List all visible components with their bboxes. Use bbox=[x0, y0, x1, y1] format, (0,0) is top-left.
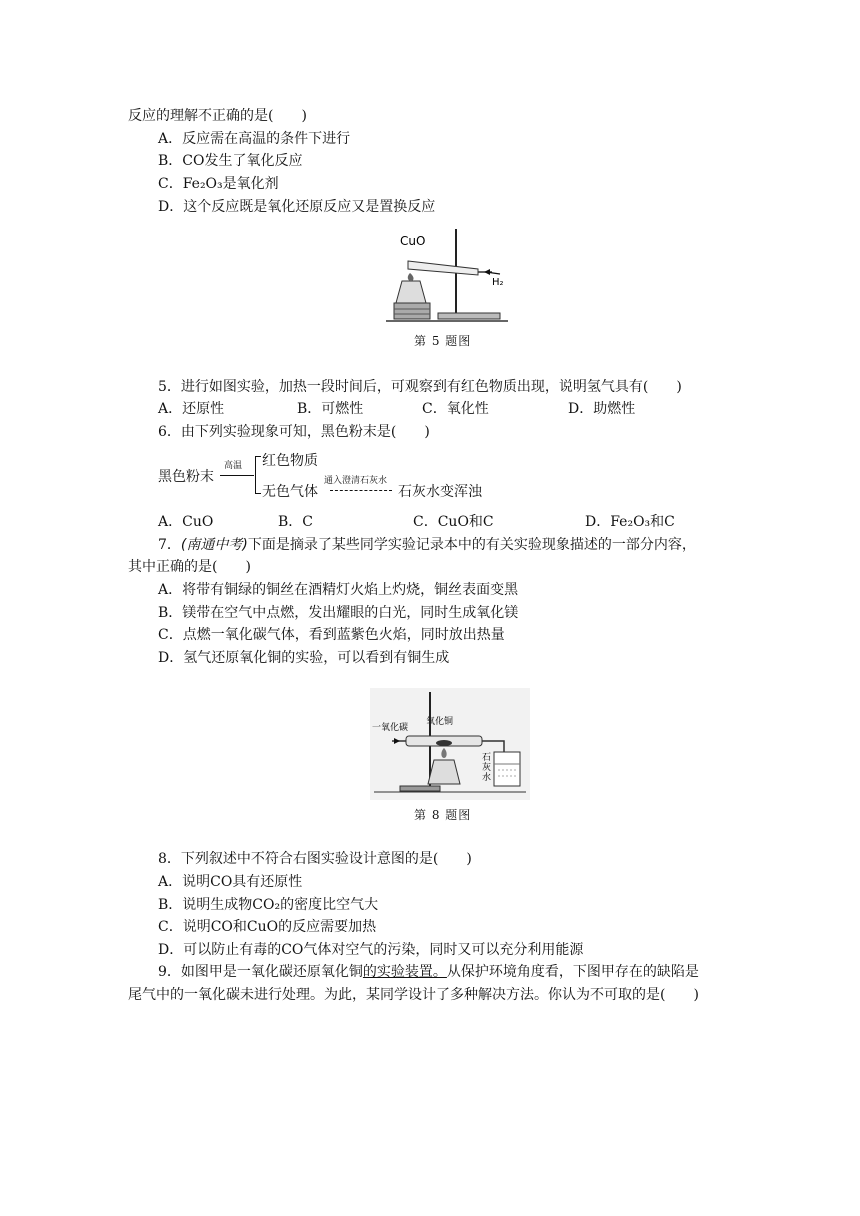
q7-option-b: B．镁带在空气中点燃，发出耀眼的白光，同时生成氧化镁 bbox=[158, 605, 519, 621]
scheme-product-1: 红色物质 bbox=[262, 453, 318, 469]
q7-stem-line1 bbox=[158, 535, 696, 555]
scheme-bracket bbox=[255, 456, 261, 494]
scheme-arrow bbox=[220, 475, 254, 476]
q6-option-a: A．CuO bbox=[158, 514, 214, 530]
fig5-label-h2: H₂ bbox=[492, 277, 504, 288]
q7-option-d: D．氢气还原氧化铜的实验，可以看到有铜生成 bbox=[158, 650, 450, 666]
q4-option-a: A．反应需在高温的条件下进行 bbox=[158, 131, 351, 147]
scheme-product-2: 无色气体 bbox=[262, 484, 318, 500]
q6-reaction-scheme bbox=[158, 448, 518, 504]
q9-stem-underlined: 的实验装置。 bbox=[362, 964, 447, 980]
q4-stem-tail: 反应的理解不正确的是( ) bbox=[128, 108, 307, 124]
figure-8-apparatus bbox=[370, 688, 530, 800]
q6-option-c: C．CuO和C bbox=[413, 514, 494, 530]
q5-option-c: C．氧化性 bbox=[422, 401, 489, 417]
q9-stem-part-a: 9．如图甲是一氧化碳还原氧化铜 bbox=[158, 964, 363, 980]
q5-option-d: D．助燃性 bbox=[568, 401, 636, 417]
q4-option-b: B．CO发生了氧化反应 bbox=[158, 153, 303, 169]
q9-stem-line1 bbox=[158, 962, 699, 982]
scheme-result: 石灰水变浑浊 bbox=[398, 484, 482, 500]
scheme-arrow-label: 通入澄清石灰水 bbox=[324, 476, 388, 486]
q6-stem: 6．由下列实验现象可知，黑色粉末是( ) bbox=[158, 424, 430, 440]
q4-option-d: D．这个反应既是氧化还原反应又是置换反应 bbox=[158, 199, 436, 215]
q4-option-c: C．Fe₂O₃是氧化剂 bbox=[158, 176, 279, 192]
q8-option-a: A．说明CO具有还原性 bbox=[158, 874, 303, 890]
scheme-arrow-2 bbox=[330, 490, 392, 491]
q5-stem: 5．进行如图实验，加热一段时间后，可观察到有红色物质出现，说明氢气具有( ) bbox=[158, 379, 682, 395]
figure-5-apparatus bbox=[380, 225, 520, 325]
q7-option-c: C．点燃一氧化碳气体，看到蓝紫色火焰，同时放出热量 bbox=[158, 627, 505, 643]
q6-option-d: D．Fe₂O₃和C bbox=[585, 514, 675, 530]
q9-stem-line2: 尾气中的一氧化碳未进行处理。为此，某同学设计了多种解决方法。你认为不可取的是( ) bbox=[128, 987, 699, 1003]
fig8-label-cuo: 氧化铜 bbox=[426, 717, 454, 727]
q8-option-c: C．说明CO和CuO的反应需要加热 bbox=[158, 919, 377, 935]
fig8-label-co: 一氧化碳 bbox=[372, 723, 409, 733]
q7-stem-text: 下面是摘录了某些同学实验记录本中的有关实验现象描述的一部分内容， bbox=[247, 537, 696, 553]
q5-option-a: A．还原性 bbox=[158, 401, 225, 417]
scheme-start: 黑色粉末 bbox=[158, 469, 214, 485]
q7-option-a: A．将带有铜绿的铜丝在酒精灯火焰上灼烧，铜丝表面变黑 bbox=[158, 582, 519, 598]
scheme-condition: 高温 bbox=[224, 461, 243, 471]
q6-option-b: B．C bbox=[278, 514, 313, 530]
q8-stem: 8．下列叙述中不符合右图实验设计意图的是( ) bbox=[158, 851, 472, 867]
q9-stem-part-b: 从保护环境角度看，下图甲存在的缺陷是 bbox=[446, 964, 699, 980]
fig5-label-cuo: CuO bbox=[400, 234, 426, 248]
q5-option-b: B．可燃性 bbox=[297, 401, 364, 417]
q8-option-b: B．说明生成物CO₂的密度比空气大 bbox=[158, 897, 379, 913]
q7-stem-line2: 其中正确的是( ) bbox=[128, 559, 251, 575]
fig8-label-limewater: 石灰水 bbox=[482, 753, 492, 783]
q8-option-d: D．可以防止有毒的CO气体对空气的污染，同时又可以充分利用能源 bbox=[158, 942, 584, 958]
q7-number: 7． bbox=[158, 537, 181, 553]
fig8-caption: 第 8 题图 bbox=[414, 808, 472, 822]
fig5-caption: 第 5 题图 bbox=[414, 334, 472, 348]
q7-source: (南通中考) bbox=[180, 537, 248, 553]
